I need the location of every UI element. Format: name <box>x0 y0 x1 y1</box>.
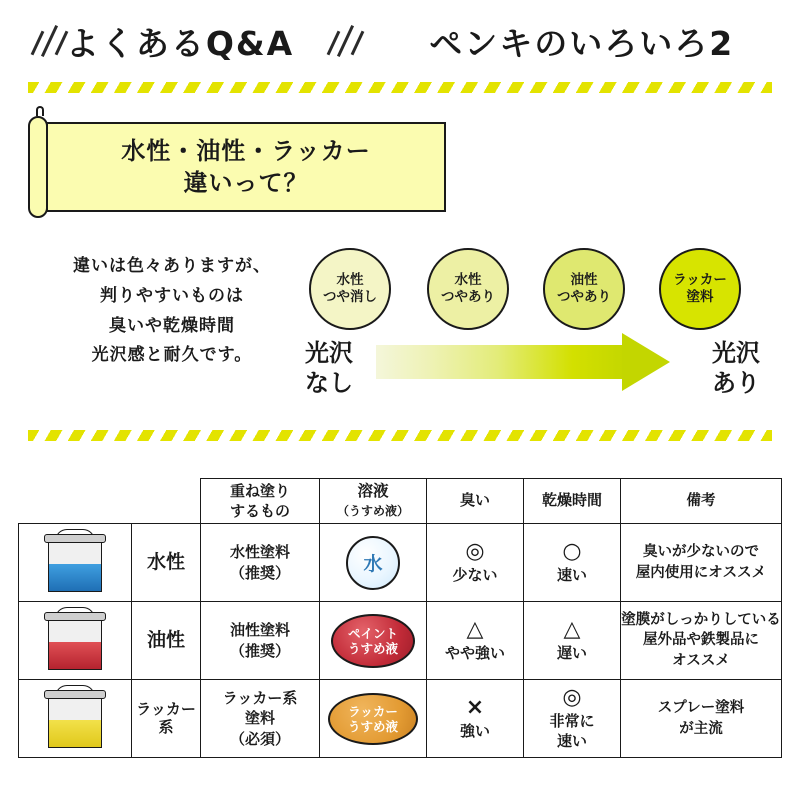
gloss-item-0-line1: 水性 <box>336 272 364 289</box>
gloss-item-2 <box>543 248 625 330</box>
row-paint-lacquer <box>201 680 320 758</box>
solvent-bubble-lacquer-line2: うすめ液 <box>347 718 398 734</box>
row-smell-water-mark: ◎ <box>465 538 485 564</box>
row-paint-oil-line2: （推奨） <box>229 641 290 660</box>
row-smell-lacquer-mark: × <box>465 694 485 720</box>
gloss-label-yes-line2: あり <box>712 369 760 397</box>
explanation-line-4: 光沢感と耐久です。 <box>91 345 253 366</box>
row-dry-lacquer-text1: 非常に <box>549 712 595 731</box>
scroll-banner-box <box>46 122 446 212</box>
gloss-label-none <box>284 338 374 398</box>
table-header-row <box>19 479 782 524</box>
row-note-water <box>621 524 782 602</box>
header-recoat-line2: するもの <box>229 502 290 520</box>
header-right-title: ペンキのいろいろ2 <box>429 24 735 63</box>
gloss-label-yes-line1: 光沢 <box>712 339 760 367</box>
scroll-banner <box>28 122 448 214</box>
row-paint-oil <box>201 602 320 680</box>
scroll-banner-line2: 違いって？ <box>183 169 309 197</box>
row-dry-water <box>524 524 621 602</box>
row-dry-oil-mark: △ <box>563 616 581 642</box>
explanation-line-2: 判りやすいものは <box>100 285 244 306</box>
solvent-bubble-oil-line2: うすめ液 <box>347 640 398 656</box>
row-dry-lacquer-mark: ◎ <box>562 684 582 710</box>
header-smell: 臭い <box>427 479 524 524</box>
table-row <box>19 680 782 758</box>
row-dry-oil-text: 遅い <box>556 643 587 662</box>
page-title <box>0 18 800 65</box>
table-row <box>19 602 782 680</box>
explanation-text <box>52 252 292 371</box>
header-recoat <box>201 479 320 524</box>
header-blank-type <box>132 479 201 524</box>
row-type-oil: 油性 <box>132 602 201 680</box>
row-dry-lacquer <box>524 680 621 758</box>
scroll-banner-line1: 水性・油性・ラッカー <box>121 136 371 165</box>
header-solvent <box>320 479 427 524</box>
row-smell-water <box>427 524 524 602</box>
row-solvent-water <box>320 524 427 602</box>
gloss-label-yes <box>686 338 786 398</box>
row-smell-oil-text: やや強い <box>444 643 505 662</box>
hazard-stripe-middle <box>28 430 772 441</box>
can-icon-water <box>19 524 132 602</box>
can-icon-lacquer <box>19 680 132 758</box>
solvent-bubble-lacquer <box>328 693 418 745</box>
row-smell-oil <box>427 602 524 680</box>
hazard-stripe-top <box>28 82 772 93</box>
row-note-lacquer-line2: が主流 <box>679 720 723 737</box>
header-note: 備考 <box>621 479 782 524</box>
header-left-title: よくあるQ&A <box>65 24 295 63</box>
row-solvent-oil <box>320 602 427 680</box>
row-smell-water-text: 少ない <box>452 565 498 584</box>
row-dry-lacquer-text2: 速い <box>556 731 587 750</box>
solvent-bubble-water-label: 水 <box>363 553 383 575</box>
solvent-bubble-oil-line1: ペイント <box>347 625 398 641</box>
can-icon-oil <box>19 602 132 680</box>
page-header <box>0 0 800 92</box>
scroll-knob-icon <box>36 106 44 116</box>
row-paint-lacquer-line2: 塗料 <box>244 709 275 728</box>
gloss-label-none-line1: 光沢 <box>305 339 353 367</box>
row-paint-water-line2: （推奨） <box>229 563 290 582</box>
row-smell-lacquer <box>427 680 524 758</box>
row-note-oil-line3: オススメ <box>672 652 730 669</box>
gloss-item-0-line2: つや消し <box>323 289 377 305</box>
gloss-item-0 <box>309 248 391 330</box>
row-type-lacquer-line1: ラッカー <box>136 700 196 719</box>
row-paint-lacquer-line1: ラッカー系 <box>222 689 298 708</box>
gloss-item-1 <box>427 248 509 330</box>
row-dry-water-mark: ○ <box>562 538 582 564</box>
gloss-item-3-line1: ラッカー <box>673 272 727 289</box>
row-type-lacquer <box>132 680 201 758</box>
header-blank-can <box>19 479 132 524</box>
gloss-item-3 <box>659 248 741 330</box>
comparison-table <box>18 478 782 758</box>
row-paint-lacquer-line3: （必須） <box>229 729 290 748</box>
explanation-line-3: 臭いや乾燥時間 <box>109 315 235 336</box>
row-paint-oil-line1: 油性塗料 <box>229 621 290 640</box>
row-note-oil-line2: 屋外品や鉄製品に <box>643 632 759 649</box>
row-note-oil <box>621 602 782 680</box>
row-note-lacquer-line1: スプレー塗料 <box>657 700 745 717</box>
row-dry-water-text: 速い <box>556 565 587 584</box>
row-smell-oil-mark: △ <box>466 616 484 642</box>
row-type-water: 水性 <box>132 524 201 602</box>
row-smell-lacquer-text: 強い <box>459 721 490 740</box>
gloss-item-1-line2: つやあり <box>441 289 495 305</box>
row-solvent-lacquer <box>320 680 427 758</box>
row-type-lacquer-line2: 系 <box>158 717 174 736</box>
gloss-arrow-icon <box>622 333 670 391</box>
row-note-water-line2: 屋内使用にオススメ <box>635 564 767 581</box>
row-note-water-line1: 臭いが少ないので <box>643 544 759 561</box>
gloss-item-2-line2: つやあり <box>557 289 611 305</box>
explanation-line-1: 違いは色々ありますが、 <box>73 256 271 276</box>
row-dry-oil <box>524 602 621 680</box>
gloss-label-none-line2: なし <box>305 369 353 397</box>
gloss-item-1-line1: 水性 <box>454 272 482 289</box>
solvent-bubble-lacquer-line1: ラッカー <box>348 703 398 719</box>
header-recoat-line1: 重ね塗り <box>229 481 290 500</box>
table-row <box>19 524 782 602</box>
gloss-item-2-line1: 油性 <box>570 272 598 289</box>
row-paint-water-line1: 水性塗料 <box>229 543 290 562</box>
gloss-item-3-line2: 塗料 <box>686 289 714 305</box>
scroll-rod-icon <box>28 116 48 218</box>
header-dry: 乾燥時間 <box>524 479 621 524</box>
row-note-oil-line1: 塗膜がしっかりしている <box>621 612 781 629</box>
solvent-bubble-oil <box>331 614 415 668</box>
row-paint-water <box>201 524 320 602</box>
header-solvent-line2: （うすめ液） <box>336 504 409 518</box>
solvent-bubble-water <box>346 536 400 590</box>
row-note-lacquer <box>621 680 782 758</box>
gloss-gradient-bar <box>376 345 628 379</box>
header-solvent-line1: 溶液 <box>357 482 389 501</box>
